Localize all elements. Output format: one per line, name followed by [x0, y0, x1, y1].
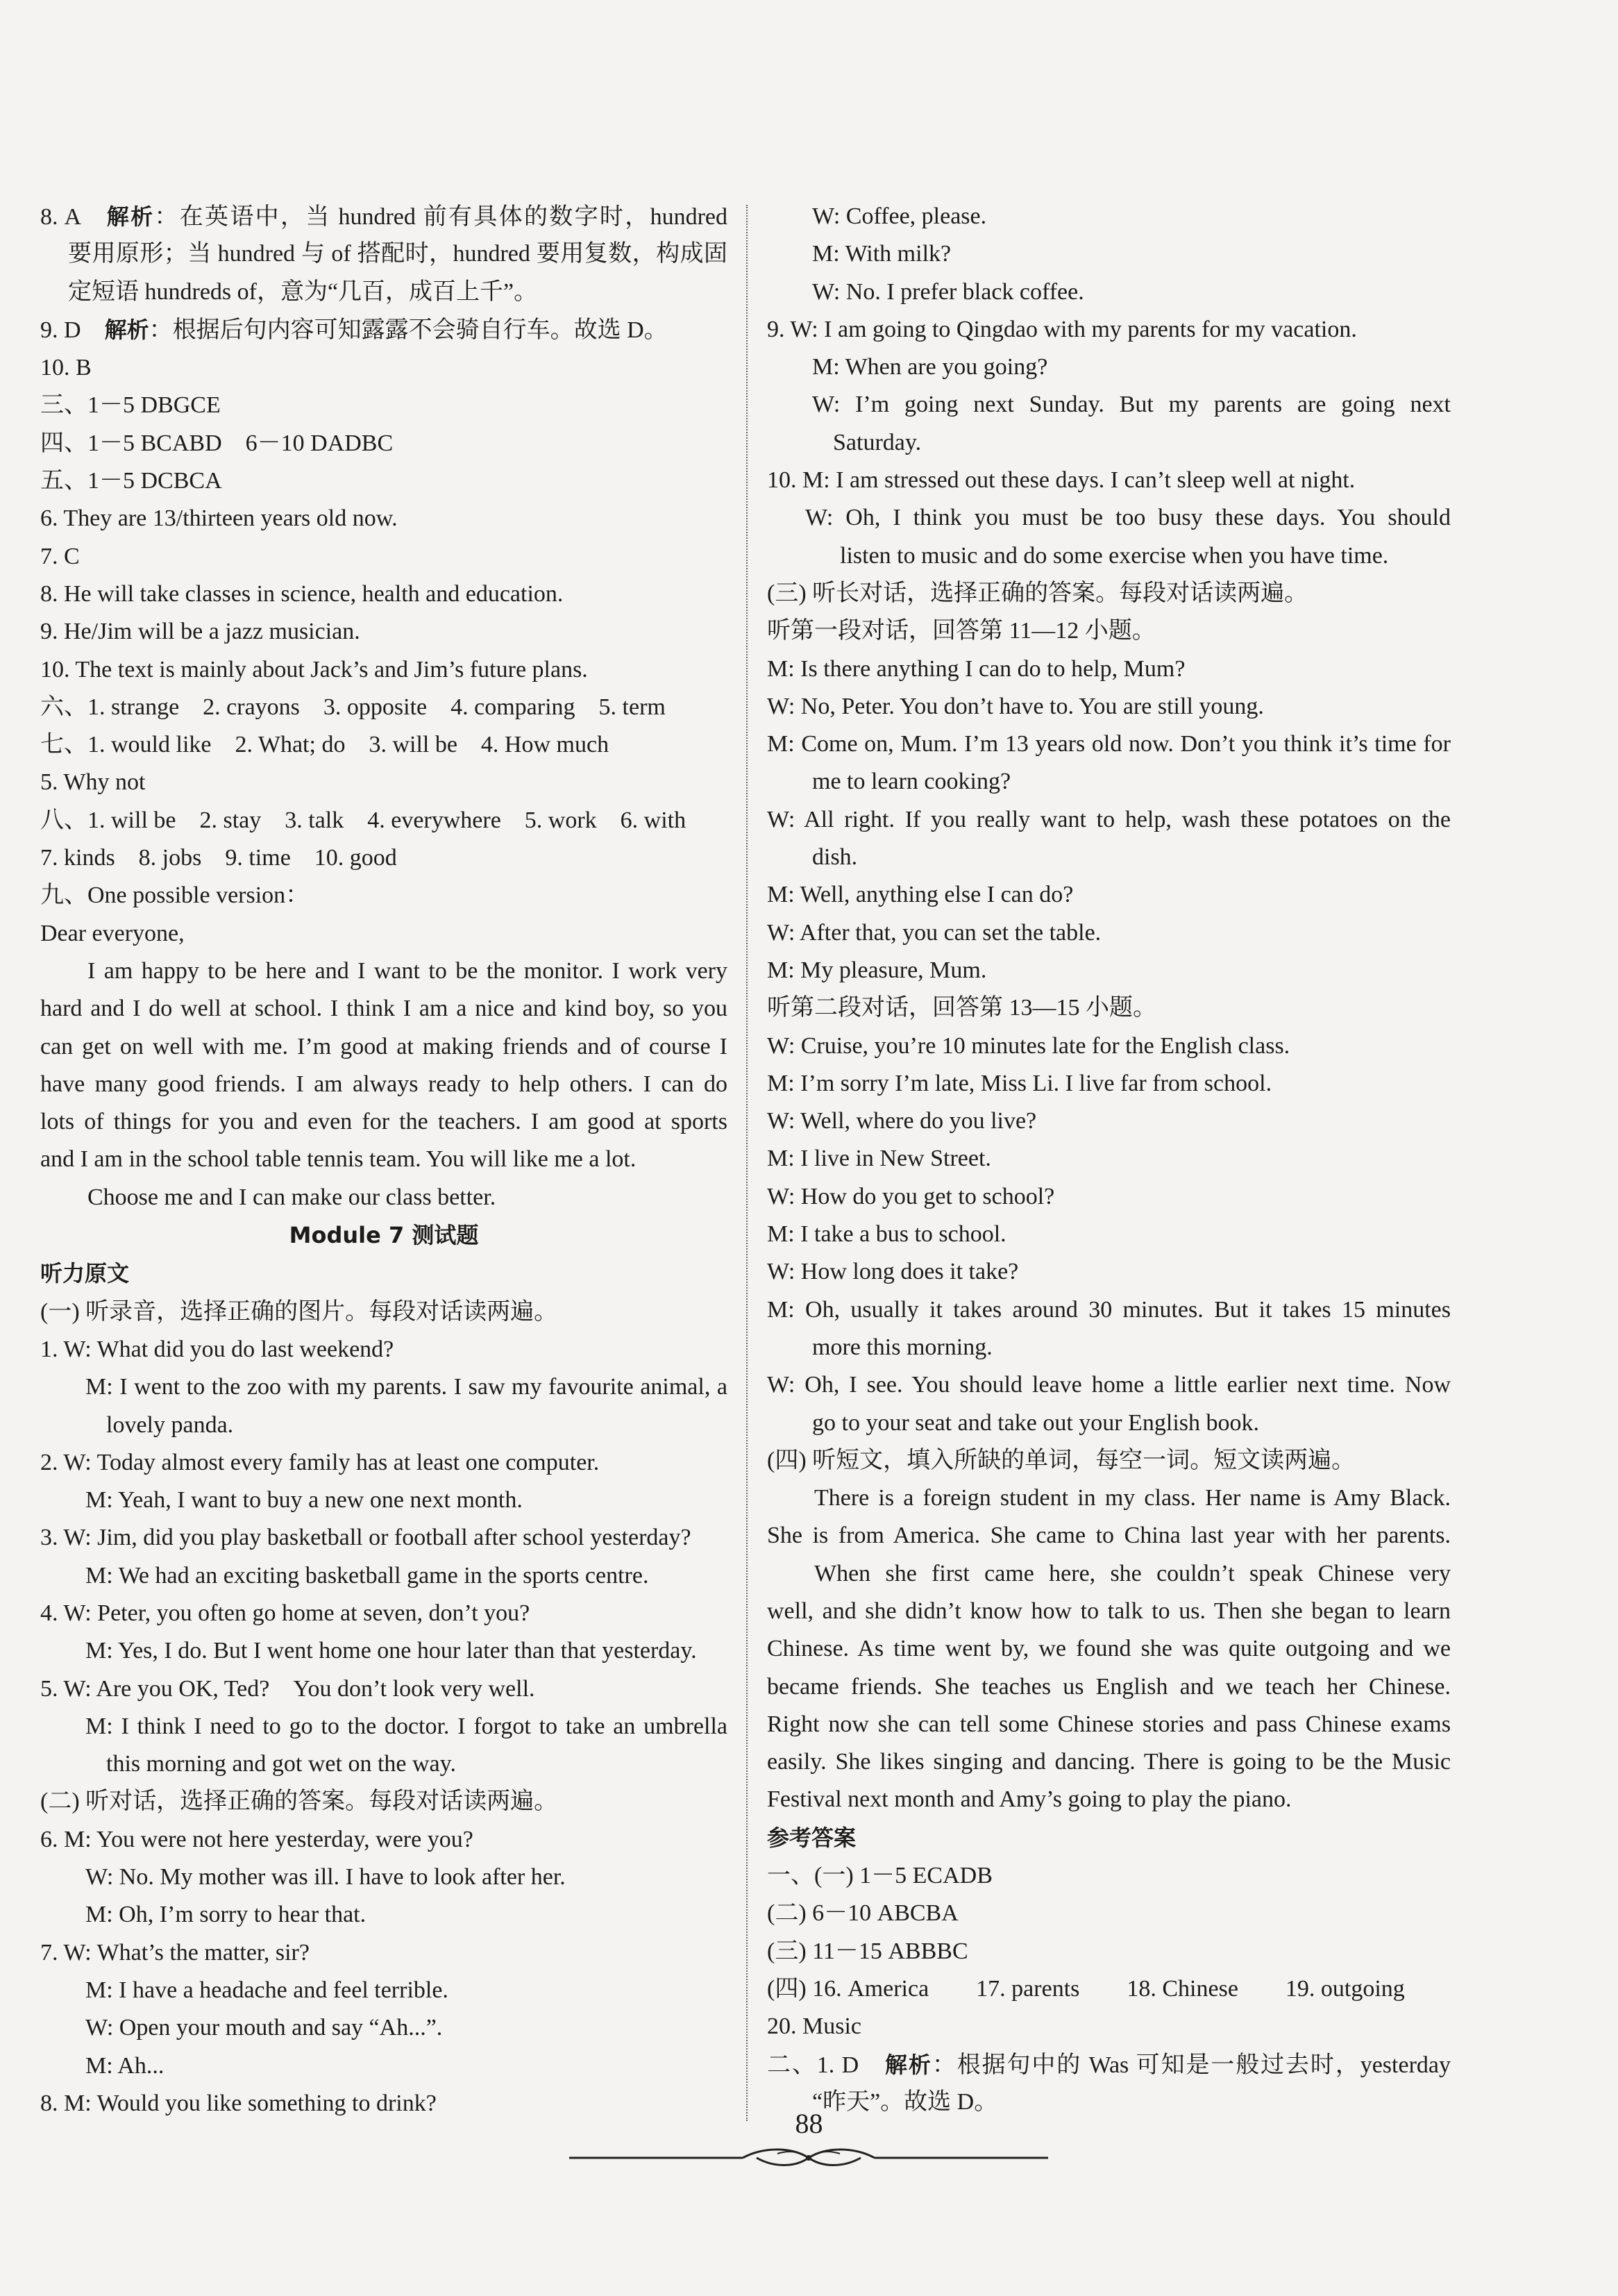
- text-line: 4. W: Peter, you often go home at seven, don’t you?: [40, 1600, 530, 1626]
- text-line: M: Is there anything I can do to help, Mum?: [767, 655, 1186, 682]
- text-line: 7. W: What’s the matter, sir?: [40, 1939, 310, 1966]
- text-line: (二) 听对话，选择正确的答案。每段对话读两遍。: [40, 1788, 558, 1815]
- text-line: 七、1. would like 2. What; do 3. will be 4. How much: [40, 732, 609, 758]
- text-line: go to your seat and take out your English book.: [812, 1409, 1260, 1436]
- text-line: (一) 听录音，选择正确的图片。每段对话读两遍。: [40, 1298, 558, 1325]
- text-line: M: Yes, I do. But I went home one hour later than that yesterday.: [85, 1638, 697, 1664]
- text-line: M: I think I need to go to the doctor. I forgot to take an umbrella: [85, 1713, 727, 1739]
- text-line: me to learn cooking?: [812, 769, 1011, 795]
- text-line: (三) 听长对话，选择正确的答案。每段对话读两遍。: [767, 580, 1308, 606]
- text-line: (四) 16. America 17. parents 18. Chinese 19. outgoing: [767, 1975, 1405, 2002]
- text-line: 9. D 解析：根据后句内容可知露露不会骑自行车。故选 D。: [40, 316, 668, 343]
- text-line: 8. M: Would you like something to drink?: [40, 2090, 437, 2116]
- text-line: dish.: [812, 844, 858, 871]
- text-line: 五、1－5 DCBCA: [40, 468, 222, 494]
- text-line: M: I have a headache and feel terrible.: [85, 1977, 448, 2003]
- text-line: easily. She likes singing and dancing. There is going to be the Music: [767, 1749, 1451, 1775]
- text-line: “昨天”。故选 D。: [812, 2088, 998, 2115]
- ornament-divider-icon: [569, 2144, 1048, 2172]
- text-line: M: With milk?: [812, 241, 952, 267]
- text-line: 20. Music: [767, 2013, 861, 2040]
- text-line: (三) 11－15 ABBBC: [767, 1938, 968, 1964]
- text-line: 5. W: Are you OK, Ted? You don’t look very well.: [40, 1675, 535, 1702]
- text-line: 10. M: I am stressed out these days. I can’t sleep well at night.: [767, 467, 1356, 494]
- text-line: M: I went to the zoo with my parents. I saw my favourite animal, a: [85, 1374, 727, 1400]
- text-line: 二、1. D 解析：根据句中的 Was 可知是一般过去时，yesterday: [767, 2051, 1451, 2078]
- text-line: Right now she can tell some Chinese stories and pass Chinese exams: [767, 1711, 1451, 1737]
- text-line: 9. W: I am going to Qingdao with my parents for my vacation.: [767, 316, 1357, 342]
- section-title: Module 7 测试题: [289, 1222, 479, 1249]
- text-line: W: After that, you can set the table.: [767, 919, 1102, 946]
- text-line: (二) 6－10 ABCBA: [767, 1900, 959, 1927]
- text-line: can get on well with me. I’m good at making friends and of course I: [40, 1033, 727, 1059]
- text-line: M: We had an exciting basketball game in the sports centre.: [85, 1562, 649, 1589]
- text-line: W: How do you get to school?: [767, 1183, 1055, 1209]
- text-line: M: I take a bus to school.: [767, 1221, 1006, 1248]
- text-line: Chinese. As time went by, we found she was quite outgoing and we: [767, 1636, 1451, 1662]
- text-line: W: No. I prefer black coffee.: [812, 278, 1084, 305]
- text-line: more this morning.: [812, 1334, 993, 1360]
- text-line: well, and she didn’t know how to talk to us. Then she began to learn: [767, 1598, 1451, 1624]
- section-heading: 听力原文: [40, 1260, 130, 1287]
- text-line: W: No, Peter. You don’t have to. You are still young.: [767, 693, 1264, 719]
- text-line: I am happy to be here and I want to be the monitor. I work very: [87, 957, 727, 984]
- text-line: 10. B: [40, 355, 92, 381]
- text-line: W: Well, where do you live?: [767, 1108, 1037, 1134]
- text-line: Dear everyone,: [40, 920, 185, 946]
- text-line: W: Oh, I see. You should leave home a little earlier next time. Now: [767, 1372, 1451, 1398]
- text-line: 7. C: [40, 543, 80, 569]
- text-line: 3. W: Jim, did you play basketball or football after school yesterday?: [40, 1525, 691, 1551]
- text-line: 三、1－5 DBGCE: [40, 392, 221, 419]
- text-line: 6. They are 13/thirteen years old now.: [40, 505, 398, 532]
- text-line: lovely panda.: [106, 1411, 234, 1438]
- text-line: 5. Why not: [40, 769, 146, 796]
- text-line: 要用原形；当 hundred 与 of 搭配时，hundred 要用复数，构成固: [68, 241, 727, 267]
- text-line: 8. A 解析：在英语中，当 hundred 前有具体的数字时，hundred: [40, 203, 727, 230]
- text-line: 9. He/Jim will be a jazz musician.: [40, 619, 360, 645]
- text-line: 10. The text is mainly about Jack’s and Jim’s future plans.: [40, 656, 588, 682]
- text-line: 九、One possible version：: [40, 882, 310, 909]
- text-line: M: When are you going?: [812, 354, 1048, 380]
- text-line: When she first came here, she couldn’t speak Chinese very: [814, 1560, 1451, 1586]
- text-line: She is from America. She came to China last year with her parents.: [767, 1523, 1451, 1549]
- text-line: M: Oh, I’m sorry to hear that.: [85, 1902, 366, 1928]
- text-line: 听第二段对话，回答第 13—15 小题。: [767, 995, 1156, 1021]
- text-line: hard and I do well at school. I think I am a nice and kind boy, so you: [40, 996, 727, 1022]
- text-line: W: How long does it take?: [767, 1259, 1019, 1285]
- text-line: 一、(一) 1－5 ECADB: [767, 1863, 993, 1889]
- text-line: 听第一段对话，回答第 11—12 小题。: [767, 618, 1156, 644]
- text-line: 四、1－5 BCABD 6－10 DADBC: [40, 430, 394, 456]
- text-line: M: Well, anything else I can do?: [767, 882, 1074, 908]
- text-line: 2. W: Today almost every family has at least one computer.: [40, 1449, 600, 1475]
- text-line: W: Oh, I think you must be too busy these days. You should: [805, 505, 1451, 531]
- text-line: 定短语 hundreds of，意为“几百，成百上千”。: [68, 278, 538, 305]
- text-line: 8. He will take classes in science, health and education.: [40, 580, 564, 607]
- text-line: Choose me and I can make our class better.: [87, 1184, 496, 1210]
- text-line: 6. M: You were not here yesterday, were you?: [40, 1826, 473, 1852]
- text-line: have many good friends. I am always ready to help others. I can do: [40, 1071, 727, 1097]
- text-line: W: No. My mother was ill. I have to look after her.: [85, 1864, 566, 1891]
- text-line: listen to music and do some exercise when you have time.: [840, 542, 1389, 569]
- text-line: lots of things for you and even for the teachers. I am good at sports: [40, 1109, 727, 1135]
- text-line: W: I’m going next Sunday. But my parents are going next: [812, 392, 1451, 418]
- text-line: M: Come on, Mum. I’m 13 years old now. Don’t you think it’s time for: [767, 731, 1451, 757]
- page-number: 88: [795, 2108, 823, 2139]
- text-line: 六、1. strange 2. crayons 3. opposite 4. comparing 5. term: [40, 694, 666, 720]
- text-line: 1. W: What did you do last weekend?: [40, 1336, 394, 1362]
- right-column: [767, 198, 1451, 2121]
- column-divider: [746, 205, 748, 2121]
- text-line: became friends. She teaches us English and we teach her Chinese.: [767, 1673, 1451, 1700]
- text-line: M: I live in New Street.: [767, 1146, 991, 1172]
- text-line: 八、1. will be 2. stay 3. talk 4. everywhere 5. work 6. with: [40, 807, 686, 833]
- text-line: W: Coffee, please.: [812, 203, 987, 229]
- page-footer: [0, 2107, 1618, 2140]
- text-line: Saturday.: [833, 429, 922, 455]
- text-line: W: Cruise, you’re 10 minutes late for the English class.: [767, 1032, 1290, 1059]
- text-line: There is a foreign student in my class. Her name is Amy Black.: [814, 1485, 1451, 1511]
- text-line: W: Open your mouth and say “Ah...”.: [85, 2015, 443, 2041]
- left-column: [40, 198, 727, 2122]
- text-line: and I am in the school table tennis team. You will like me a lot.: [40, 1146, 637, 1173]
- text-line: 7. kinds 8. jobs 9. time 10. good: [40, 845, 397, 871]
- text-line: M: My pleasure, Mum.: [767, 957, 987, 983]
- text-line: Festival next month and Amy’s going to play the piano.: [767, 1786, 1292, 1813]
- section-heading: 参考答案: [767, 1824, 857, 1851]
- text-line: (四) 听短文，填入所缺的单词，每空一词。短文读两遍。: [767, 1447, 1356, 1473]
- text-line: M: Ah...: [85, 2052, 165, 2079]
- text-line: M: Yeah, I want to buy a new one next month.: [85, 1487, 523, 1514]
- text-line: M: Oh, usually it takes around 30 minutes. But it takes 15 minutes: [767, 1296, 1451, 1323]
- text-line: W: All right. If you really want to help, wash these potatoes on the: [767, 806, 1451, 832]
- text-line: this morning and got wet on the way.: [106, 1751, 456, 1777]
- text-line: M: I’m sorry I’m late, Miss Li. I live far from school.: [767, 1070, 1272, 1096]
